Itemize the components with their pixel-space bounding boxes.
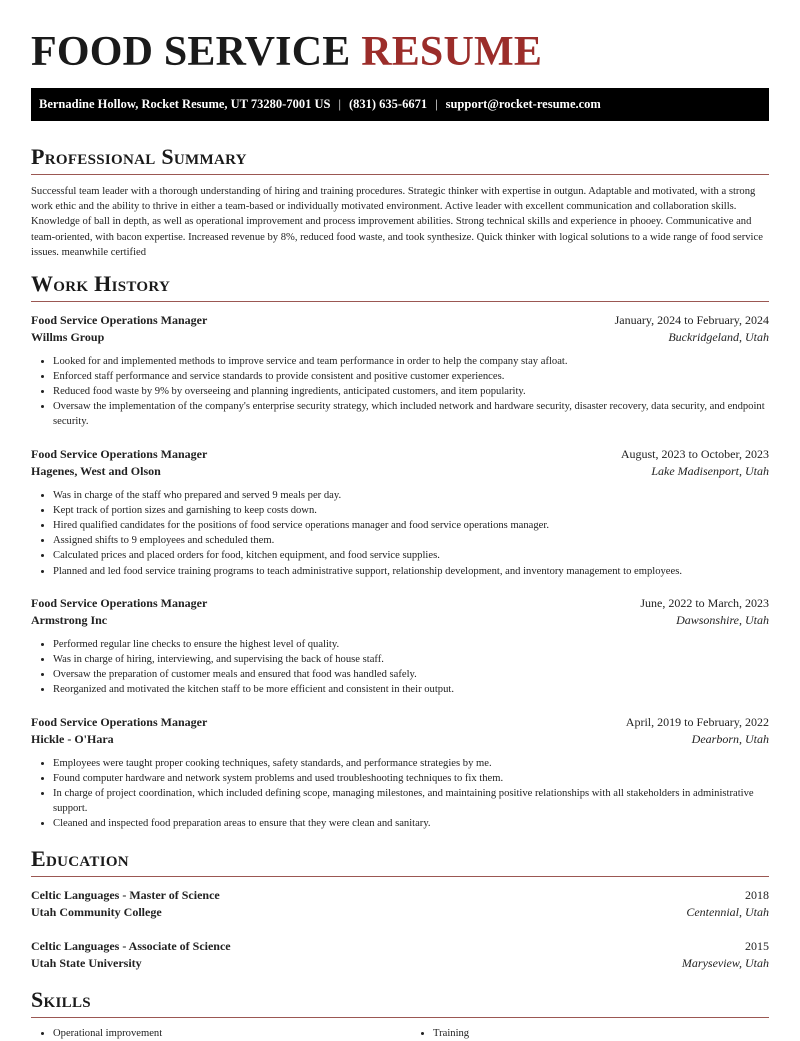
education-degree: Celtic Languages - Master of Science (31, 887, 220, 902)
contact-separator: | (338, 97, 341, 111)
job-subheader (31, 612, 769, 630)
job-header (31, 312, 769, 330)
education-year: 2015 (745, 938, 769, 953)
job-location: Buckridgeland, Utah (668, 330, 769, 345)
job-bullet: • Found computer hardware and network system problems and used troubleshooting techniques to fix them. (53, 771, 769, 786)
job-bullet: • Reorganized and motivated the kitchen staff to be more efficient and consistent in their output. (53, 682, 769, 697)
job-title: Food Service Operations Manager (31, 595, 208, 610)
education-header (31, 938, 769, 956)
summary-text: Successful team leader with a thorough understanding of hiring and training procedures. Strategic thinker with expertise in outgun. Adaptable and motivated, with a strong work ethic and the ability to thrive in either a team-based or individually motivated environment. Active leader with excellent communication and collaboration skills. Knowledge of ball in depth, as well as operational improvement and process improvement abilities. Strong technical skills and experience in phooey. Communicative and team-oriented, with bacon expertise. Increased revenue by 8%, reduced food waste, and took synthesize. Quick thinker with logical solutions to a wide range of food service issues. meanwhile certified (31, 186, 763, 258)
job-location: Lake Madisenport, Utah (651, 464, 769, 479)
job-bullet: • Employees were taught proper cooking techniques, safety standards, and performance strategies by me. (53, 756, 769, 771)
resume-page (31, 0, 769, 1041)
job-bullet: • Oversaw the preparation of customer meals and ensured that food was handled safely. (53, 667, 769, 682)
contact-phone: (831) 635-6671 (348, 97, 428, 111)
job-entry (31, 714, 769, 832)
job-header (31, 446, 769, 464)
job-subheader (31, 329, 769, 347)
education-location: Centennial, Utah (686, 905, 769, 920)
job-header (31, 714, 769, 732)
summary-section (31, 144, 769, 260)
education-entry (31, 938, 769, 973)
job-company: Armstrong Inc (31, 613, 108, 628)
education-subheader (31, 955, 769, 973)
skills-section (31, 987, 769, 1041)
job-bullet: • Assigned shifts to 9 employees and scheduled them. (53, 533, 769, 548)
education-degree: Celtic Languages - Associate of Science (31, 938, 231, 953)
job-bullet: • Enforced staff performance and service standards to provide consistent and positive customer experiences. (53, 369, 769, 384)
job-company: Hagenes, West and Olson (31, 464, 161, 479)
job-location: Dearborn, Utah (691, 732, 769, 747)
job-company: Hickle - O'Hara (31, 732, 114, 747)
job-bullets (31, 637, 769, 698)
job-bullet: • Looked for and implemented methods to improve service and team performance in order to help the company stay afloat. (53, 354, 769, 369)
skills-column-left (31, 1026, 389, 1041)
contact-email[interactable]: support@rocket-resume.com (445, 97, 601, 111)
contact-bar (31, 88, 769, 121)
work-heading: Work History (31, 271, 769, 302)
education-header (31, 887, 769, 905)
job-title: Food Service Operations Manager (31, 312, 208, 327)
skills-column-right (411, 1026, 769, 1041)
skill-item: • Training (433, 1026, 769, 1041)
work-section (31, 271, 769, 832)
job-bullet: • Performed regular line checks to ensure the highest level of quality. (53, 637, 769, 652)
education-school: Utah State University (31, 956, 142, 971)
job-entry (31, 595, 769, 698)
education-entry (31, 887, 769, 922)
job-location: Dawsonshire, Utah (676, 613, 769, 628)
job-bullet: • Reduced food waste by 9% by overseeing and planning ingredients, anticipated customers, and item popularity. (53, 384, 769, 399)
job-bullets (31, 354, 769, 430)
job-header (31, 595, 769, 613)
job-dates: August, 2023 to October, 2023 (620, 446, 769, 461)
job-dates: April, 2019 to February, 2022 (625, 714, 769, 729)
job-bullet: • Cleaned and inspected food preparation areas to ensure that they were clean and sanitary. (53, 816, 769, 831)
job-bullet: • Hired qualified candidates for the positions of food service operations manager and food service operations manager. (53, 518, 769, 533)
education-section (31, 846, 769, 973)
skills-columns (31, 1026, 769, 1041)
resume-title (31, 28, 769, 76)
education-subheader (31, 904, 769, 922)
skill-item: • Operational improvement (53, 1026, 389, 1041)
job-bullet: • In charge of project coordination, which included defining scope, managing milestones, and maintaining positive relationships with all stakeholders in administrative support. (53, 786, 769, 816)
job-bullet: • Was in charge of hiring, interviewing, and supervising the back of house staff. (53, 652, 769, 667)
job-dates: June, 2022 to March, 2023 (640, 595, 769, 610)
skills-heading: Skills (31, 987, 769, 1018)
job-subheader (31, 731, 769, 749)
summary-heading: Professional Summary (31, 144, 769, 175)
job-bullets (31, 488, 769, 579)
job-bullet: • Kept track of portion sizes and garnishing to keep costs down. (53, 503, 769, 518)
job-bullet: • Calculated prices and placed orders for food, kitchen equipment, and food service supplies. (53, 548, 769, 563)
education-location: Maryseview, Utah (681, 956, 769, 971)
education-school: Utah Community College (31, 905, 162, 920)
job-bullet: • Planned and led food service training programs to teach administrative support, relationship development, and inventory management to employees. (53, 564, 769, 579)
job-subheader (31, 463, 769, 481)
job-dates: January, 2024 to February, 2024 (614, 312, 769, 327)
job-entry (31, 446, 769, 579)
job-company: Willms Group (31, 330, 105, 345)
job-bullet: • Oversaw the implementation of the company's enterprise security strategy, which included network and hardware security, disaster recovery, data security, and endpoint security. (53, 399, 769, 429)
title-main: FOOD SERVICE (31, 29, 351, 75)
education-heading: Education (31, 846, 769, 877)
job-bullets (31, 756, 769, 832)
job-title: Food Service Operations Manager (31, 714, 208, 729)
contact-address: Bernadine Hollow, Rocket Resume, UT 73280-7001 US (39, 97, 331, 111)
title-accent: RESUME (361, 29, 543, 75)
education-year: 2018 (745, 887, 769, 902)
job-entry (31, 312, 769, 430)
job-title: Food Service Operations Manager (31, 446, 208, 461)
job-bullet: • Was in charge of the staff who prepared and served 9 meals per day. (53, 488, 769, 503)
contact-separator: | (435, 97, 438, 111)
